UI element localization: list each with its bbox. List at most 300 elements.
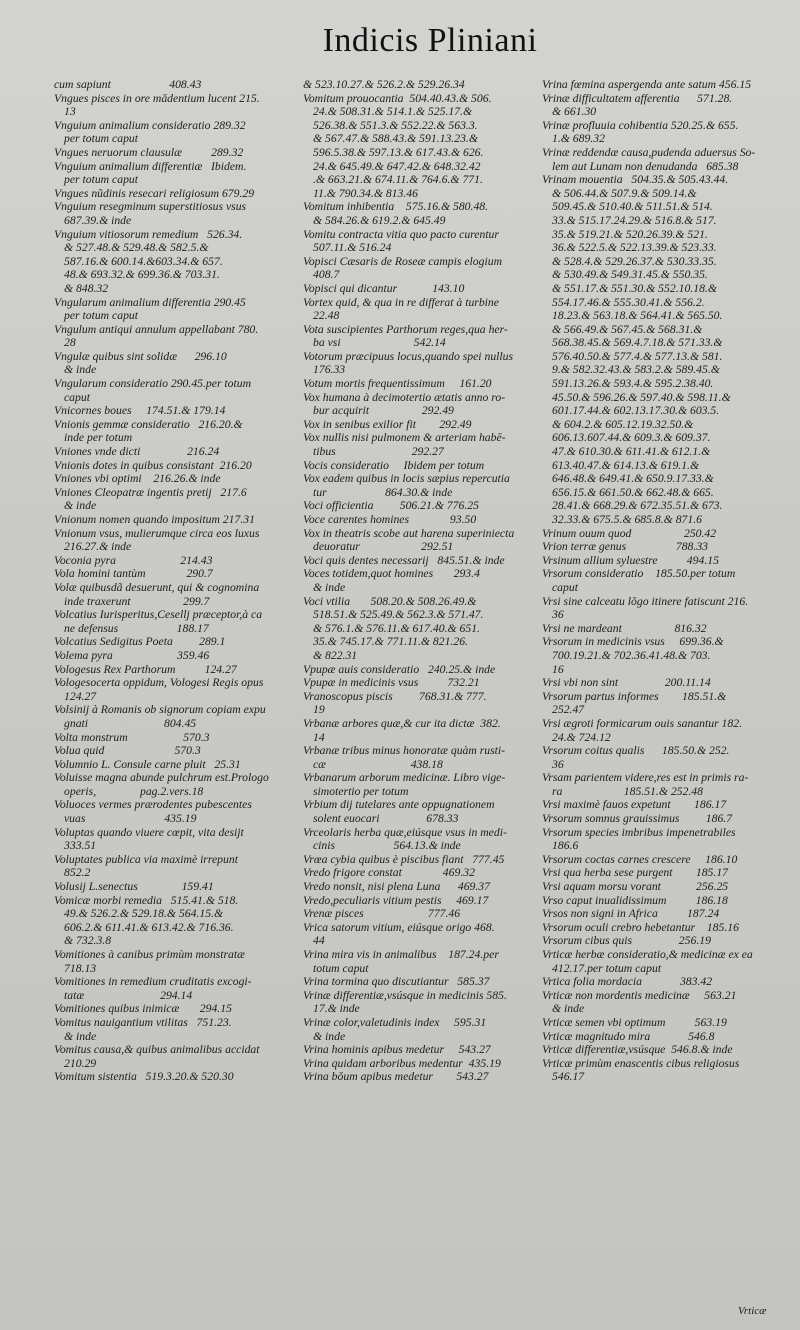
index-entry-line: Vrsi aquam morsu vorant 256.25 [542,880,729,894]
index-entry-line: Vrsorum in medicinis vsus 699.36.& [542,635,724,649]
index-entry-line: 28 [64,336,76,350]
index-entry [54,486,290,513]
index-entry [542,948,774,975]
index-entry-line: & 523.10.27.& 526.2.& 529.26.34 [303,78,465,91]
index-entry [542,907,774,921]
index-entry-line: Volta monstrum 570.3 [54,730,210,744]
index-entry-line: 48.& 693.32.& 699.36.& 703.31. [64,268,220,282]
index-entry-line: 22.48 [313,309,340,323]
index-entry-line: 36.& 522.5.& 522.13.39.& 523.33. [552,241,717,255]
index-entry-line: 601.17.44.& 602.13.17.30.& 603.5. [552,404,720,418]
index-entry-line: Vrica satorum vitium, eiúsque origo 468. [303,920,495,934]
index-entry-line: 47.& 610.30.& 611.41.& 612.1.& [552,445,711,459]
index-entry-line: per totum caput [64,309,139,323]
index-entry-line: Vomitiones in remedium cruditatis excogi- [54,975,252,989]
index-entry [54,608,290,635]
index-entry [542,921,774,935]
index-entry-line: Voluoces vermes prærodentes pubescentes [54,798,252,812]
index-entry-line: & 566.49.& 567.45.& 568.31.& [552,322,703,336]
index-entry-line: Vngularum consideratio 290.45.per totum [54,377,252,391]
index-entry [542,635,774,676]
index-entry-line: Vniones vnde dicti 216.24 [54,445,220,459]
index-entry-line: Vnguium animalium consideratio 289.32 [54,118,246,132]
index-entry [54,731,290,745]
index-entry [303,989,531,1016]
index-entry-line: Vrticæ magnitudo mira 546.8 [542,1029,715,1043]
index-entry [54,894,290,948]
index-entry [54,377,290,404]
index-entry [54,1070,290,1084]
index-entry-line: Vrina mira vis in animalibus 187.24.per [303,948,499,961]
index-entry-line: Vrbanæ tribus minus honoratæ quàm rusti- [303,744,506,758]
index-entry [54,146,290,160]
index-entry-line: Vrtica folia mordacia 383.42 [542,975,713,989]
index-entry [54,92,290,119]
index-entry [542,853,774,867]
index-entry-line: & 848.32 [64,281,109,295]
index-entry-line: 646.48.& 649.41.& 650.9.17.33.& [552,472,714,486]
index-entry-line: 33.& 515.17.24.29.& 516.8.& 517. [552,213,717,227]
index-entry [303,663,531,677]
index-entry-line: caput [64,390,90,404]
index-entry-line: Vrsos non signi in Africa 187.24 [542,907,720,921]
index-entry-line: tatæ 294.14 [64,988,193,1002]
index-column-1 [54,78,290,1084]
index-entry [54,975,290,1002]
index-entry-line: inde traxerunt 299.7 [64,594,210,608]
index-entry [54,513,290,527]
index-entry [54,771,290,798]
index-entry-line: Vnionum nomen quando impositum 217.31 [54,513,255,526]
index-entry-line: simotertio per totum [313,784,409,798]
index-entry-line: 24.& 724.12 [552,730,611,744]
index-entry [54,676,290,703]
index-entry-line: Vnionis dotes in quibus consistant 216.20 [54,458,252,472]
index-entry-line: Vrinæ reddendæ causa,pudenda aduersus So- [542,145,756,159]
index-entry [303,554,531,568]
index-entry [542,567,774,594]
index-entry-line: Voluptates publica via maximè irrepunt [54,852,238,866]
index-entry-line: & 576.1.& 576.11.& 617.40.& 651. [313,621,480,635]
index-entry [303,200,531,227]
index-entry-line: Vrsi ægroti formicarum ouis sanantur 182. [542,716,743,730]
index-entry [303,228,531,255]
index-entry [303,92,531,201]
index-entry-line: Vox in senibus exilior fit 292.49 [303,417,472,431]
index-entry-line: Vomitu contracta vitia quo pacto curentur [303,227,499,241]
index-entry-line: Vrsinum allium syluestre 494.15 [542,553,719,567]
index-entry-line: 36 [552,608,564,622]
index-entry [303,853,531,867]
index-entry-line: Vrticæ herbæ consideratio,& medicinæ ex ea [542,948,753,961]
index-entry-line: Vrsorum coctas carnes crescere 186.10 [542,852,738,866]
index-entry-line: Vomitus nauigantium vtilitas 751.23. [54,1015,232,1029]
index-entry-line: Vrsi maximè fauos expetunt 186.17 [542,798,727,812]
index-entry [303,459,531,473]
index-entry-line: & 506.44.& 507.9.& 509.14.& [552,186,697,200]
index-entry-line: 546.17 [552,1070,585,1084]
index-entry [54,744,290,758]
index-entry-line: 24.& 645.49.& 647.42.& 648.32.42 [313,159,481,173]
index-entry [303,676,531,690]
index-entry-line: & 567.47.& 588.43.& 591.13.23.& [313,132,478,146]
index-entry-line: 18.23.& 563.18.& 564.41.& 565.50. [552,309,723,323]
index-entry-line: 16 [552,662,564,676]
index-entry [542,771,774,798]
index-entry-line: Vrsorum coitus qualis 185.50.& 252. [542,744,730,758]
index-entry-line: 576.40.50.& 577.4.& 577.13.& 581. [552,349,723,363]
index-entry [54,663,290,677]
index-entry-line: Vrceolaris herba quæ,eiúsque vsus in medi- [303,825,507,839]
index-entry-line: cinis 564.13.& inde [313,839,461,853]
index-entry-line: Volsinij à Romanis ob signorum copiam expu [54,703,266,717]
index-entry-line: Vox humana à decimotertio ætatis anno ro- [303,390,506,404]
index-entry-line: 333.51 [64,839,97,853]
index-entry-line: Vortex quid, & qua in re differat à turbine [303,295,499,309]
index-entry-line: Voces totidem,quot homines 293.4 [303,567,480,581]
index-entry [54,296,290,323]
index-entry-line: Vrsorum somnus grauissimus 186.7 [542,812,733,826]
index-entry-line: 596.5.38.& 597.13.& 617.43.& 626. [313,145,484,159]
index-entry [303,771,531,798]
index-entry-line: 656.15.& 661.50.& 662.48.& 665. [552,485,714,499]
index-entry [54,160,290,187]
index-entry-line: Vniones vbi optimi 216.26.& inde [54,472,221,486]
index-entry-line: & 732.3.8 [64,934,112,948]
index-entry-line: 11.& 790.34.& 813.46 [313,186,418,200]
index-entry [54,581,290,608]
index-entry-line: Volusij L.senectus 159.41 [54,880,214,894]
index-entry-line: Vrinæ difficultatem afferentia 571.28. [542,91,733,105]
index-entry-line: Vrinæ differentiæ,vsúsque in medicinis 585. [303,988,507,1002]
index-entry-line: gnati 804.45 [64,716,197,730]
index-entry-line: Vngues pisces in ore mădentium lucent 215. [54,91,260,105]
index-entry-line: Vngues nũdinis resecari religiosum 679.29 [54,186,255,200]
index-entry [54,1002,290,1016]
index-entry-line: Vrœa cybia quibus è piscibus fiant 777.45 [303,852,505,866]
index-entry-line: 44 [313,934,325,948]
index-entry-line: Vopisci qui dicantur 143.10 [303,281,465,295]
index-entry [303,1043,531,1057]
index-entry [303,1016,531,1043]
index-entry [303,296,531,323]
index-entry [303,1057,531,1071]
index-entry-line: 19 [313,703,325,717]
index-entry [303,78,531,92]
index-entry-line: & inde [64,1029,97,1043]
index-entry-line: Vrbium dij tutelares ante oppugnationem [303,798,495,812]
index-entry [54,1016,290,1043]
index-entry-line: ne defensus 188.17 [64,621,209,635]
index-entry [54,853,290,880]
index-entry-line: cæ 438.18 [313,757,443,771]
index-entry-line: Vrsorum oculi crebro hebetantur 185.16 [542,920,739,934]
index-entry-line: 45.50.& 596.26.& 597.40.& 598.11.& [552,390,731,404]
index-entry [542,744,774,771]
index-entry-line: 32.33.& 675.5.& 685.8.& 871.6 [552,513,702,526]
index-entry-line: Vrinam mouentia 504.35.& 505.43.44. [542,173,729,187]
index-entry [303,418,531,432]
index-entry-line: per totum caput [64,132,139,146]
index-entry [303,717,531,744]
index-entry-line: 13 [64,105,76,119]
index-entry-line: Voci officientia 506.21.& 776.25 [303,499,479,513]
index-entry [54,703,290,730]
index-entry-line: Volema pyra 359.46 [54,648,210,662]
index-entry [303,499,531,513]
index-entry [542,78,774,92]
index-entry [542,690,774,717]
index-entry [54,649,290,663]
index-entry [303,975,531,989]
index-entry-line: Vrina hominis apibus medetur 543.27 [303,1043,491,1057]
index-entry-line: & 661.30 [552,105,597,119]
index-entry-line: 210.29 [64,1056,97,1070]
index-entry [54,445,290,459]
index-entry-line: 852.2 [64,866,91,880]
index-entry [542,826,774,853]
index-entry-line: 216.27.& inde [64,540,132,554]
index-entry [303,921,531,948]
index-entry-line: Votum mortis frequentissimum 161.20 [303,377,492,391]
index-entry-line: Vrsorum partus informes 185.51.& [542,689,727,703]
index-entry-line: Vnionum vsus, mulierumque circa eos luxus [54,526,260,540]
index-entry-line: vuas 435.19 [64,812,197,826]
index-entry-line: & 551.17.& 551.30.& 552.10.18.& [552,281,717,295]
index-entry-line: Vomitiones quibus inimicæ 294.15 [54,1002,232,1016]
index-entry-line: Vrina quidam arboribus medentur 435.19 [303,1056,501,1070]
index-entry [54,418,290,445]
index-entry-line: Vnguium vitiosorum remedium 526.34. [54,227,243,241]
index-entry [542,1016,774,1030]
index-entry-line: 124.27 [64,689,97,703]
index-entry-line: Vrbanarum arborum medicinæ. Libro vige- [303,771,506,785]
index-entry-line: Voci vtilia 508.20.& 508.26.49.& [303,594,477,608]
index-entry-line: Vngularum animalium differentia 290.45 [54,295,246,309]
index-entry-line: Volcatius Iurisperitus,Cesellj præceptor,à ca [54,608,263,622]
index-entry-line: Votorum præcipuus locus,quando spei nullus [303,349,514,363]
index-entry [54,758,290,772]
index-entry-line: Vomitum sistentia 519.3.20.& 520.30 [54,1070,234,1084]
index-entry-line: Voluisse magna abunde pulchrum est.Prologo [54,771,269,785]
index-entry [542,173,774,526]
index-entry-line: 606.13.607.44.& 609.3.& 609.37. [552,431,711,445]
index-entry-line: deuoratur 292.51 [313,540,454,554]
index-entry-line: Vrso caput inualidissimum 186.18 [542,893,728,907]
index-entry-line: 17.& inde [313,1002,360,1016]
index-entry-line: 509.45.& 510.40.& 511.51.& 514. [552,200,713,214]
index-entry [303,527,531,554]
page-title: Indicis Pliniani [322,22,538,59]
index-entry-line: Vox in theatris scobe aut harena superiniecta [303,526,515,540]
index-entry-line: & inde [64,499,97,513]
index-entry-line: cum sapiunt 408.43 [54,78,202,91]
index-entry-line: 35.& 745.17.& 771.11.& 821.26. [313,635,468,649]
index-entry-line: tur 864.30.& inde [313,485,453,499]
index-entry-line: Vrsi sine calceatu lŏgo itinere fatiscunt 216. [542,594,749,608]
index-entry-line: Vpupæ auis consideratio 240.25.& inde [303,662,496,676]
index-entry-line: Vrina fœmina aspergenda ante satum 456.15 [542,78,752,91]
index-entry [303,880,531,894]
index-entry-line: Vopisci Cæsaris de Roseæ campis elogium [303,254,503,268]
index-entry-line: Vrticæ differentiæ,vsúsque 546.8.& inde [542,1043,733,1057]
index-entry-line: Vrticæ non mordentis medicinæ 563.21 [542,988,737,1002]
index-entry-line: Vnguium resegminum superstitiosus vsus [54,200,247,214]
index-entry-line: Vrsorum consideratio 185.50.per totum [542,567,736,581]
index-entry-line: 408.7 [313,268,340,282]
index-entry [542,146,774,173]
index-entry-line: 36 [552,757,564,771]
index-entry [542,92,774,119]
index-entry [542,1043,774,1057]
index-entry [54,798,290,825]
index-entry [303,894,531,908]
index-entry-line: Vnicornes boues 174.51.& 179.14 [54,404,226,418]
index-entry-line: 613.40.47.& 614.13.& 619.1.& [552,458,700,472]
index-entry [303,826,531,853]
index-entry [542,934,774,948]
index-entry-line: Vpupæ in medicinis vsus 732.21 [303,676,480,690]
index-entry-line: 252.47 [552,703,585,717]
index-entry [303,377,531,391]
index-entry-line: Vngulæ quibus sint solidæ 296.10 [54,349,227,363]
index-entry [54,228,290,296]
index-entry-line: Vocis consideratio Ibidem per totum [303,458,485,472]
index-entry [54,119,290,146]
index-column-2 [303,78,531,1084]
index-entry [542,812,774,826]
index-entry-line: & 527.48.& 529.48.& 582.5.& [64,241,209,255]
index-entry [54,1043,290,1070]
index-entry-line: Vnguium animalium differentiæ Ibidem. [54,159,247,173]
index-entry-line: 526.38.& 551.3.& 552.22.& 563.3. [313,118,478,132]
index-entry-line: 718.13 [64,961,97,975]
index-entry [542,975,774,989]
index-entry [54,459,290,473]
index-entry [542,894,774,908]
index-entry [54,323,290,350]
index-entry-line: 28.41.& 668.29.& 672.35.51.& 673. [552,499,723,513]
index-entry-line: & inde [313,1029,346,1043]
index-entry-line: Vomicæ morbi remedia 515.41.& 518. [54,893,239,907]
index-entry-line: 35.& 519.21.& 520.26.39.& 521. [552,227,708,241]
index-entry-line: 700.19.21.& 702.36.41.48.& 703. [552,648,711,662]
index-entry [542,880,774,894]
index-entry-line: 1.& 689.32 [552,132,605,146]
index-entry [542,989,774,1016]
index-entry [303,1070,531,1084]
index-entry [542,798,774,812]
index-entry-line: Vrinæ color,valetudinis index 595.31 [303,1015,487,1029]
index-entry-line: bur acquirit 292.49 [313,404,454,418]
index-entry [303,744,531,771]
index-entry-line: Vox eadem quibus in locis sæpius repercutia [303,472,510,486]
index-entry-line: Volæ quibusdã desuerunt, qui & cognomina [54,580,260,594]
index-entry [303,595,531,663]
index-entry-line: ra 185.51.& 252.48 [552,784,703,798]
index-entry-line: Vologesus Rex Parthorum 124.27 [54,662,237,676]
index-entry-line: 587.16.& 600.14.&603.34.& 657. [64,254,223,268]
index-entry-line: Vomitus causa,& quibus animalibus accidat [54,1043,260,1057]
index-entry [303,431,531,458]
index-entry-line: Vologesocerta oppidum, Vologesi Regis opus [54,676,264,690]
index-entry [303,907,531,921]
index-entry [542,676,774,690]
index-entry-line: & 822.31 [313,648,358,662]
index-entry-line: 14 [313,730,325,744]
index-entry-line: Vredo frigore constat 469.32 [303,866,475,880]
index-entry-line: 554.17.46.& 555.30.41.& 556.2. [552,295,705,309]
index-entry-line: Vrenæ pisces 777.46 [303,907,461,921]
index-entry-line: totum caput [313,961,369,975]
index-entry-line: operis, pag.2.vers.18 [64,784,204,798]
index-entry-line: Volumnio L. Consule carne pluit 25.31 [54,757,241,771]
index-entry-line: Vrsi qua herba sese purgent 185.17 [542,866,729,880]
index-entry-line: & inde [552,1002,585,1016]
index-entry [542,1057,774,1084]
index-entry-line: & 584.26.& 619.2.& 645.49 [313,213,446,227]
index-entry-line: Vrion terræ genus 788.33 [542,540,709,554]
index-entry-line: inde per totum [64,431,133,445]
index-entry [54,472,290,486]
index-entry [303,567,531,594]
index-entry-line: 606.2.& 611.41.& 613.42.& 716.36. [64,920,234,934]
index-entry-line: & inde [313,580,346,594]
index-entry-line: Vrinæ profluuia cohibentia 520.25.& 655. [542,118,739,132]
index-entry [303,391,531,418]
index-entry [542,527,774,541]
index-entry-line: Vrsi ne mardeant 816.32 [542,621,707,635]
index-entry [54,404,290,418]
index-entry-line: Vnionis gemmæ consideratio 216.20.& [54,417,243,431]
index-entry-line: Vrsam parientem videre,res est in primis ra- [542,771,749,785]
index-entry-line: 186.6 [552,839,579,853]
index-entry-line: Vox nullis nisi pulmonem & arteriam habē- [303,431,506,445]
index-entry [54,880,290,894]
index-entry-line: .& 663.21.& 674.11.& 764.6.& 771. [313,173,483,187]
index-entry [54,948,290,975]
index-entry-line: & 528.4.& 529.26.37.& 530.33.35. [552,254,717,268]
index-entry [303,255,531,282]
index-entry [303,690,531,717]
index-entry-line: Vrsorum cibus quis 256.19 [542,934,711,948]
index-entry-line: per totum caput [64,173,139,187]
index-entry [54,826,290,853]
index-entry-line: & 530.49.& 549.31.45.& 550.35. [552,268,708,282]
index-entry-line: Vota suscipientes Parthorum reges,qua her- [303,322,508,336]
index-entry-line: Vrticæ primùm enascentis cibus religiosus [542,1056,740,1070]
index-entry-line: Voce carentes homines 93.50 [303,513,477,526]
index-entry [54,78,290,92]
index-entry-line: 518.51.& 525.49.& 562.3.& 571.47. [313,608,484,622]
index-entry-line: 176.33 [313,363,346,377]
index-entry-line: Volua quid 570.3 [54,744,201,758]
index-entry-line: Voluptas quando viuere cœpit, vita desijt [54,825,244,839]
index-entry-line: tibus 292.27 [313,445,444,459]
index-entry-line: Vrsi vbi non sint 200.11.14 [542,676,711,690]
index-entry-line: Vredo nonsit, nisi plena Luna 469.37 [303,880,490,894]
index-entry-line: Vrina tormina quo discutiantur 585.37 [303,975,490,989]
index-entry-line: & 604.2.& 605.12.19.32.50.& [552,417,694,431]
index-entry-line: Vrticæ semen vbi optimum 563.19 [542,1015,727,1029]
index-entry [303,948,531,975]
index-entry [542,1030,774,1044]
index-entry-line: 507.11.& 516.24 [313,241,392,255]
index-entry-line: 49.& 526.2.& 529.18.& 564.15.& [64,907,224,921]
index-entry [303,282,531,296]
index-entry [542,866,774,880]
index-entry [54,554,290,568]
